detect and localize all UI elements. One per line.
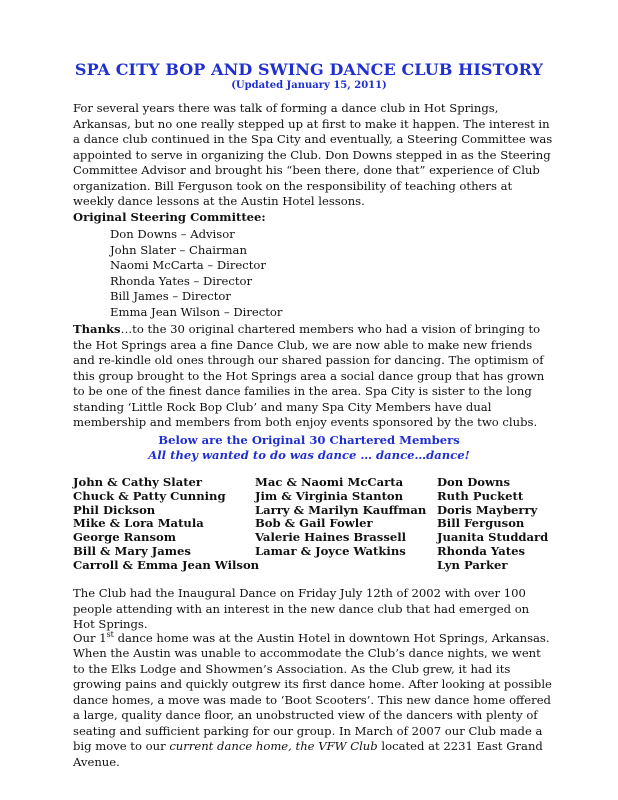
member-name: Valerie Haines Brassell <box>255 530 407 545</box>
thanks-text: …to the 30 original chartered members who had a vision of bringing to the Hot Springs area a fine Dance Club, we are now able to make new friends and re-kindle old ones through our shared passion for dancing. The optimism of this group brought to the Hot Springs area a social dance group that has grown to be one of the finest dance families in the area. Spa City is sister to the long standing ‘Little Rock Bop Club’ and many Spa City Members have dual membership and members from both enjoy events sponsored by the two clubs. <box>73 322 545 429</box>
member-name: Bob & Gail Fowler <box>255 516 373 531</box>
home-text-3: located at 2231 East Grand Avenue. <box>73 739 543 769</box>
member-name: John & Cathy Slater <box>73 475 203 489</box>
ordinal-suffix: st <box>106 630 114 639</box>
steering-member: John Slater – Chairman <box>110 242 247 257</box>
member-name: Chuck & Patty Cunning <box>73 488 226 503</box>
home-text-2: dance home was at the Austin Hotel in downtown Hot Springs, Arkansas. When the Austin was unable to accommodate the Club’s dance nights, we went to the Elks Lodge and Showmen’s Association. As the Club grew, it had its growing pains and quickly outgrew its first dance home. After looking at possible dance homes, a move was made to ‘Boot Scooters’. This new dance home offered a large, quality dance floor, an unobstructed view of the dancers with plenty of seating and sufficient parking for our group. In March of 2007 our Club made a big move to our <box>73 630 552 754</box>
steering-member: Don Downs – Advisor <box>110 227 235 241</box>
member-name: Rhonda Yates <box>437 543 526 558</box>
members-column-2 <box>255 476 426 559</box>
members-column-3 <box>437 476 548 573</box>
member-name: Juanita Studdard <box>437 530 549 545</box>
member-name: Lamar & Joyce Watkins <box>255 543 406 558</box>
steering-member: Bill James – Director <box>110 289 231 303</box>
member-name: Mike & Lora Matula <box>73 516 204 531</box>
member-name: Bill & Mary James <box>73 543 191 558</box>
chartered-members-heading <box>0 433 618 463</box>
document-title: SPA CITY BOP AND SWING DANCE CLUB HISTORY <box>74 60 544 79</box>
member-name: Jim & Virginia Stanton <box>255 488 404 503</box>
steering-committee-heading: Original Steering Committee: <box>73 210 266 224</box>
intro-paragraph: For several years there was talk of forming a dance club in Hot Springs, Arkansas, but no one really stepped up at first to make it happen. The interest in a dance club continued in the Spa City and eventually, a Steering Committee was appointed to serve in organizing the Club. Don Downs stepped in as the Steering Committee Advisor and brought his “been there, done that” experience of Club organization. Bill Ferguson took on the responsibility of teaching others at weekly dance lessons at the Austin Hotel lessons. <box>73 101 553 208</box>
thanks-paragraph <box>73 322 553 431</box>
members-heading-title: Below are the Original 30 Chartered Members <box>158 433 460 447</box>
member-name: Don Downs <box>437 475 510 489</box>
dance-home-paragraph <box>73 627 553 770</box>
member-name: Doris Mayberry <box>437 502 538 517</box>
current-home-italic: current dance home, the VFW Club <box>169 739 378 754</box>
member-name: Carroll & Emma Jean Wilson <box>73 557 260 572</box>
member-name: Mac & Naomi McCarta <box>255 475 404 489</box>
steering-member: Naomi McCarta – Director <box>110 258 266 272</box>
member-name: Bill Ferguson <box>437 516 525 531</box>
thanks-lead: Thanks <box>73 322 121 336</box>
steering-member: Emma Jean Wilson – Director <box>110 304 283 319</box>
member-name: Lyn Parker <box>437 557 508 572</box>
member-name: Larry & Marilyn Kauffman <box>255 502 427 517</box>
members-heading-subtitle: All they wanted to do was dance … dance…dance! <box>148 448 470 462</box>
steering-member: Rhonda Yates – Director <box>110 273 253 288</box>
members-column-1 <box>73 476 259 573</box>
member-name: Phil Dickson <box>73 502 156 517</box>
member-name: Ruth Puckett <box>437 488 524 503</box>
updated-date: (Updated January 15, 2011) <box>231 80 387 91</box>
inaugural-paragraph: The Club had the Inaugural Dance on Friday July 12th of 2002 with over 100 people attending with an interest in the new dance club that had emerged on Hot Springs. <box>73 586 530 631</box>
member-name: George Ransom <box>73 530 177 545</box>
home-text-1: Our 1 <box>73 630 107 645</box>
steering-committee-list <box>110 227 282 320</box>
